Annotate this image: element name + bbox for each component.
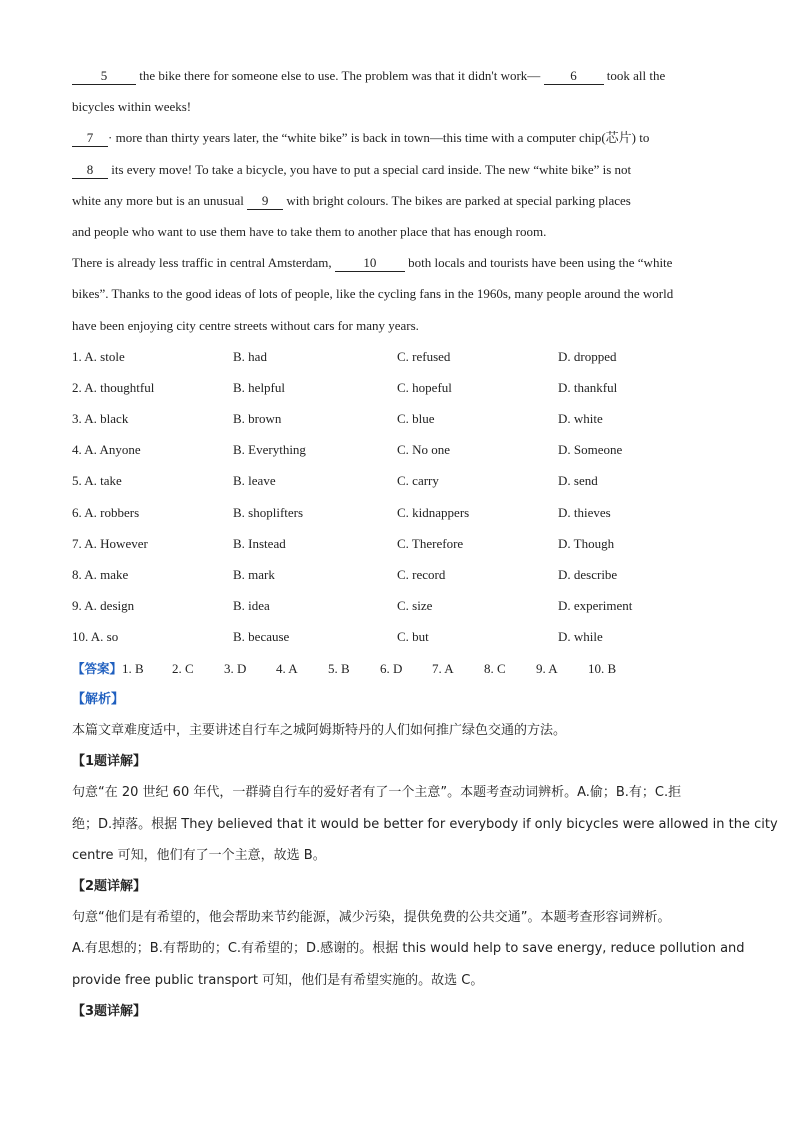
option-c: C. blue bbox=[397, 411, 435, 427]
question-row bbox=[72, 372, 722, 403]
option-a: 1. A. stole bbox=[72, 348, 125, 364]
option-d: D. thankful bbox=[558, 379, 618, 395]
q1-detail-line: centre 可知，他们有了一个主意，故选 B。 bbox=[72, 847, 326, 863]
option-d: D. thieves bbox=[558, 504, 611, 520]
option-c: C. kidnappers bbox=[397, 504, 470, 520]
answer-tag: 【答案】 bbox=[72, 660, 123, 676]
passage-text: its every move! To take a bicycle, you have to put a special card inside. The new “white bike” is not bbox=[108, 161, 632, 177]
question-row bbox=[72, 403, 722, 434]
option-c: C. hopeful bbox=[397, 379, 452, 395]
option-d: D. Though bbox=[558, 535, 615, 551]
analysis-summary: 本篇文章难度适中，主要讲述自行车之城阿姆斯特丹的人们如何推广绿色交通的方法。 bbox=[72, 722, 567, 738]
question-row bbox=[72, 465, 722, 496]
q2-detail-heading: 【2题详解】 bbox=[72, 878, 147, 894]
blank-7: 7 bbox=[72, 130, 108, 147]
passage-line-6 bbox=[72, 216, 722, 247]
q1-detail-line: 句意“在 20 世纪 60 年代，一群骑自行车的爱好者有了一个主意”。本题考查动词辨析。A.偷；B.有；C.拒 bbox=[72, 785, 682, 801]
question-row bbox=[72, 341, 722, 372]
option-c: C. carry bbox=[397, 473, 439, 489]
option-c: C. size bbox=[397, 598, 433, 614]
passage-text: · more than thirty years later, the “white bike” is back in town—this time with a computer chip(芯片) to bbox=[108, 130, 650, 146]
option-b: B. shoplifters bbox=[233, 504, 304, 520]
passage-line-2 bbox=[72, 91, 722, 122]
question-row bbox=[72, 528, 722, 559]
option-c: C. but bbox=[397, 629, 429, 645]
option-d: D. send bbox=[558, 473, 598, 489]
passage-line-3 bbox=[72, 122, 722, 153]
option-c: C. Therefore bbox=[397, 535, 464, 551]
option-a: 5. A. take bbox=[72, 473, 122, 489]
answer-item: 2. C bbox=[172, 660, 194, 676]
document-page bbox=[72, 60, 778, 1027]
option-c: C. refused bbox=[397, 348, 451, 364]
passage-line-8 bbox=[72, 278, 722, 309]
option-a: 9. A. design bbox=[72, 598, 135, 614]
q2-detail-line: 句意“他们是有希望的，他会帮助来节约能源，减少污染，提供免费的公共交通”。本题考查形容词辨析。 bbox=[72, 910, 671, 926]
blank-10: 10 bbox=[335, 255, 405, 272]
question-row bbox=[72, 434, 722, 465]
option-c: C. record bbox=[397, 567, 446, 582]
passage-text: took all the bbox=[603, 68, 666, 83]
passage-text: with bright colours. The bikes are parked at special parking places bbox=[283, 192, 631, 208]
option-a: 6. A. robbers bbox=[72, 504, 140, 520]
blank-6: 6 bbox=[544, 68, 604, 85]
option-b: B. idea bbox=[233, 598, 270, 614]
answer-key bbox=[72, 653, 722, 684]
option-a: 10. A. so bbox=[72, 629, 119, 645]
option-b: B. Instead bbox=[233, 535, 286, 551]
q1-detail-line: 绝；D.掉落。根据 They believed that it would be better for everybody if only bicycles were allowed in the city bbox=[72, 816, 778, 832]
option-d: D. while bbox=[558, 629, 603, 645]
q2-detail-line: provide free public transport 可知，他们是有希望实施的。故选 C。 bbox=[72, 972, 484, 988]
question-row bbox=[72, 497, 722, 528]
answer-item: 5. B bbox=[328, 660, 350, 676]
answer-item: 9. A bbox=[536, 660, 558, 676]
question-row bbox=[72, 621, 722, 652]
answer-item: 1. B bbox=[122, 660, 144, 676]
passage-line-4 bbox=[72, 154, 722, 185]
option-b: B. helpful bbox=[233, 379, 285, 395]
option-a: 8. A. make bbox=[72, 567, 129, 582]
answer-item: 3. D bbox=[224, 660, 247, 676]
passage-text: bikes”. Thanks to the good ideas of lots of people, like the cycling fans in the 1960s, many people around the world bbox=[72, 286, 674, 302]
option-c: C. No one bbox=[397, 442, 451, 458]
passage-text: have been enjoying city centre streets without cars for many years. bbox=[72, 317, 419, 333]
passage-text: the bike there for someone else to use. The problem was that it didn't work— bbox=[136, 68, 544, 83]
q2-detail-line: A.有思想的；B.有帮助的；C.有希望的；D.感谢的。根据 this would help to save energy, reduce pollution and bbox=[72, 941, 745, 957]
blank-8: 8 bbox=[72, 162, 108, 179]
answer-item: 7. A bbox=[432, 660, 454, 676]
option-d: D. white bbox=[558, 411, 603, 427]
passage-line-7 bbox=[72, 247, 722, 278]
blank-9: 9 bbox=[247, 193, 283, 210]
option-d: D. Someone bbox=[558, 442, 623, 458]
passage-line-5 bbox=[72, 185, 722, 216]
answer-item: 10. B bbox=[588, 660, 617, 676]
question-row bbox=[72, 559, 722, 590]
q3-detail-heading: 【3题详解】 bbox=[72, 1003, 147, 1019]
option-b: B. Everything bbox=[233, 442, 306, 458]
blank-5: 5 bbox=[72, 68, 136, 85]
option-a: 7. A. However bbox=[72, 535, 148, 551]
passage-text: There is already less traffic in central Amsterdam, bbox=[72, 255, 335, 271]
option-a: 4. A. Anyone bbox=[72, 442, 141, 458]
question-row bbox=[72, 590, 722, 621]
option-a: 2. A. thoughtful bbox=[72, 379, 155, 395]
analysis-heading: 【解析】 bbox=[72, 691, 125, 707]
answer-item: 8. C bbox=[484, 660, 506, 676]
option-d: D. experiment bbox=[558, 598, 633, 614]
option-b: B. because bbox=[233, 629, 290, 645]
passage-line-1 bbox=[72, 60, 722, 91]
answer-item: 6. D bbox=[380, 660, 403, 676]
option-d: D. describe bbox=[558, 567, 618, 582]
option-a: 3. A. black bbox=[72, 411, 129, 427]
passage-text: bicycles within weeks! bbox=[72, 99, 192, 115]
answer-item: 4. A bbox=[276, 660, 298, 676]
passage-text: and people who want to use them have to take them to another place that has enough room. bbox=[72, 223, 547, 239]
option-b: B. had bbox=[233, 348, 267, 364]
option-b: B. mark bbox=[233, 567, 275, 582]
option-b: B. brown bbox=[233, 411, 282, 427]
option-d: D. dropped bbox=[558, 348, 617, 364]
question-options-list bbox=[72, 341, 722, 653]
q1-detail-heading: 【1题详解】 bbox=[72, 754, 147, 770]
passage-text: both locals and tourists have been using the “white bbox=[404, 255, 673, 271]
passage-text: white any more but is an unusual bbox=[72, 192, 248, 208]
option-b: B. leave bbox=[233, 473, 276, 489]
passage-line-9 bbox=[72, 310, 722, 341]
